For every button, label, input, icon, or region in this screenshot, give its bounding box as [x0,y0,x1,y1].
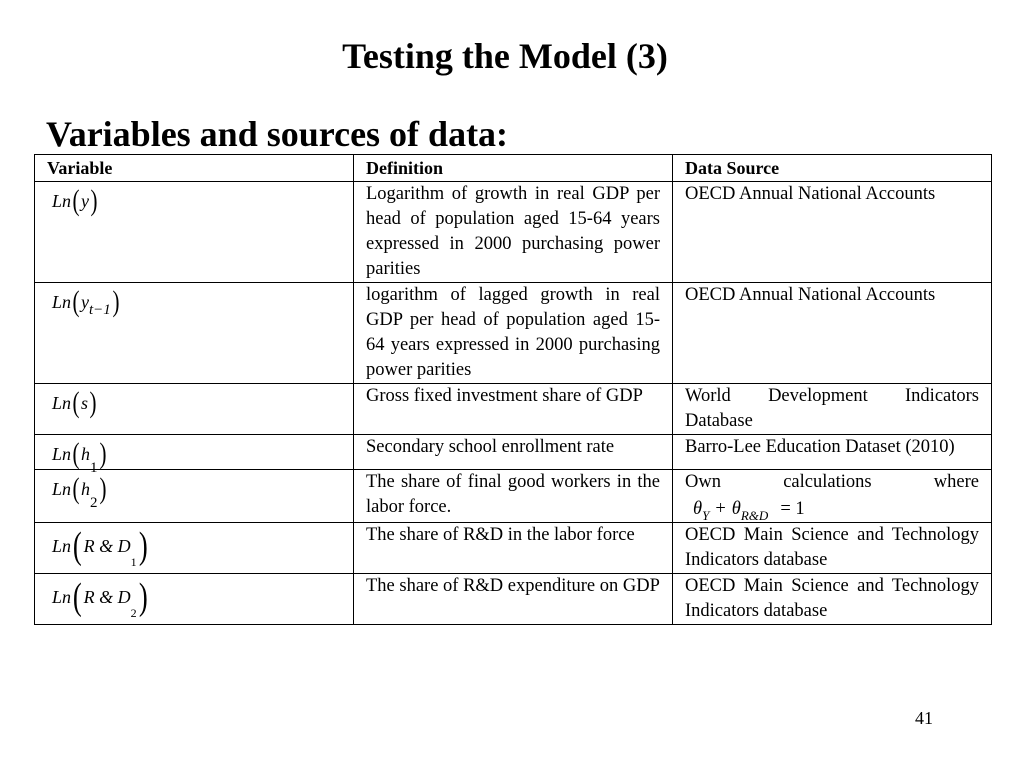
log-function: Ln [52,443,72,464]
definition-cell: The share of final good workers in the labor force. [354,470,673,523]
variable-subscript: t−1 [89,301,111,318]
variable-symbol: y [81,190,90,211]
table-row [35,182,992,283]
share-constraint-formula [693,497,811,522]
theta-symbol: θ [731,499,741,519]
log-function: Ln [52,478,72,499]
variable-cell [35,182,354,283]
source-text: Own calculations where [685,472,979,492]
variable-subscript: 2 [90,494,98,511]
table-row [35,435,992,470]
source-cell: OECD Annual National Accounts [673,283,992,384]
variable-formula: Ln ( y ) [52,184,98,217]
log-function: Ln [52,586,72,607]
variable-cell [35,523,354,574]
definition-cell: logarithm of lagged growth in real GDP per head of population aged 15-64 years expressed in 2000 purchasing power parities [354,283,673,384]
column-header-variable: Variable [35,155,354,182]
log-function: Ln [52,190,72,211]
equals-expression: = 1 [780,499,805,519]
variable-cell [35,283,354,384]
theta-subscript: R&D [740,508,769,523]
source-cell: OECD Main Science and Technology Indicators database [673,523,992,574]
log-function: Ln [52,392,72,413]
variable-formula: Ln ( R & D 2 ) [52,578,149,616]
variable-cell [35,384,354,435]
variable-subscript: 2 [130,605,137,620]
definition-cell: Secondary school enrollment rate [354,435,673,470]
theta-symbol: θ [693,499,703,519]
variable-formula: Ln ( y t−1 ) [52,287,121,317]
variable-formula: Ln ( h 1 ) [52,439,108,469]
table-row [35,283,992,384]
table-row [35,574,992,625]
table-row [35,470,992,523]
log-function: Ln [52,535,72,556]
variable-formula: Ln ( R & D 1 ) [52,527,149,565]
variable-symbol: R & D [83,535,131,556]
definition-cell: Logarithm of growth in real GDP per head of population aged 15-64 years expressed in 2000 purchasing power parities [354,182,673,283]
section-heading: Variables and sources of data: [46,114,509,154]
definition-cell: The share of R&D in the labor force [354,523,673,574]
variable-symbol: h [81,443,91,464]
variable-subscript: 1 [130,554,137,569]
variable-cell [35,574,354,625]
column-header-data-source: Data Source [673,155,992,182]
table-row [35,384,992,435]
variable-subscript: 1 [90,459,98,476]
definition-cell: The share of R&D expenditure on GDP [354,574,673,625]
variables-table [34,154,992,625]
table-row [35,523,992,574]
plus-operator: + [715,499,726,519]
variable-symbol: R & D [83,586,131,607]
source-cell: Barro-Lee Education Dataset (2010) [673,435,992,470]
variable-formula: Ln ( s ) [52,386,97,419]
log-function: Ln [52,291,72,312]
page-number: 41 [915,708,933,728]
source-cell: OECD Main Science and Technology Indicators database [673,574,992,625]
variable-cell [35,470,354,523]
table-header-row [35,155,992,182]
page-title: Testing the Model (3) [342,36,668,76]
variable-symbol: s [81,392,89,413]
variable-symbol: h [81,478,91,499]
variable-formula: Ln ( h 2 ) [52,474,108,504]
column-header-definition: Definition [354,155,673,182]
variable-cell [35,435,354,476]
source-cell: OECD Annual National Accounts [673,182,992,283]
variable-symbol: y [81,291,90,312]
theta-subscript: Y [702,508,710,523]
definition-cell: Gross fixed investment share of GDP [354,384,673,435]
source-cell [673,470,992,523]
source-cell: World Development Indicators Database [673,384,992,435]
